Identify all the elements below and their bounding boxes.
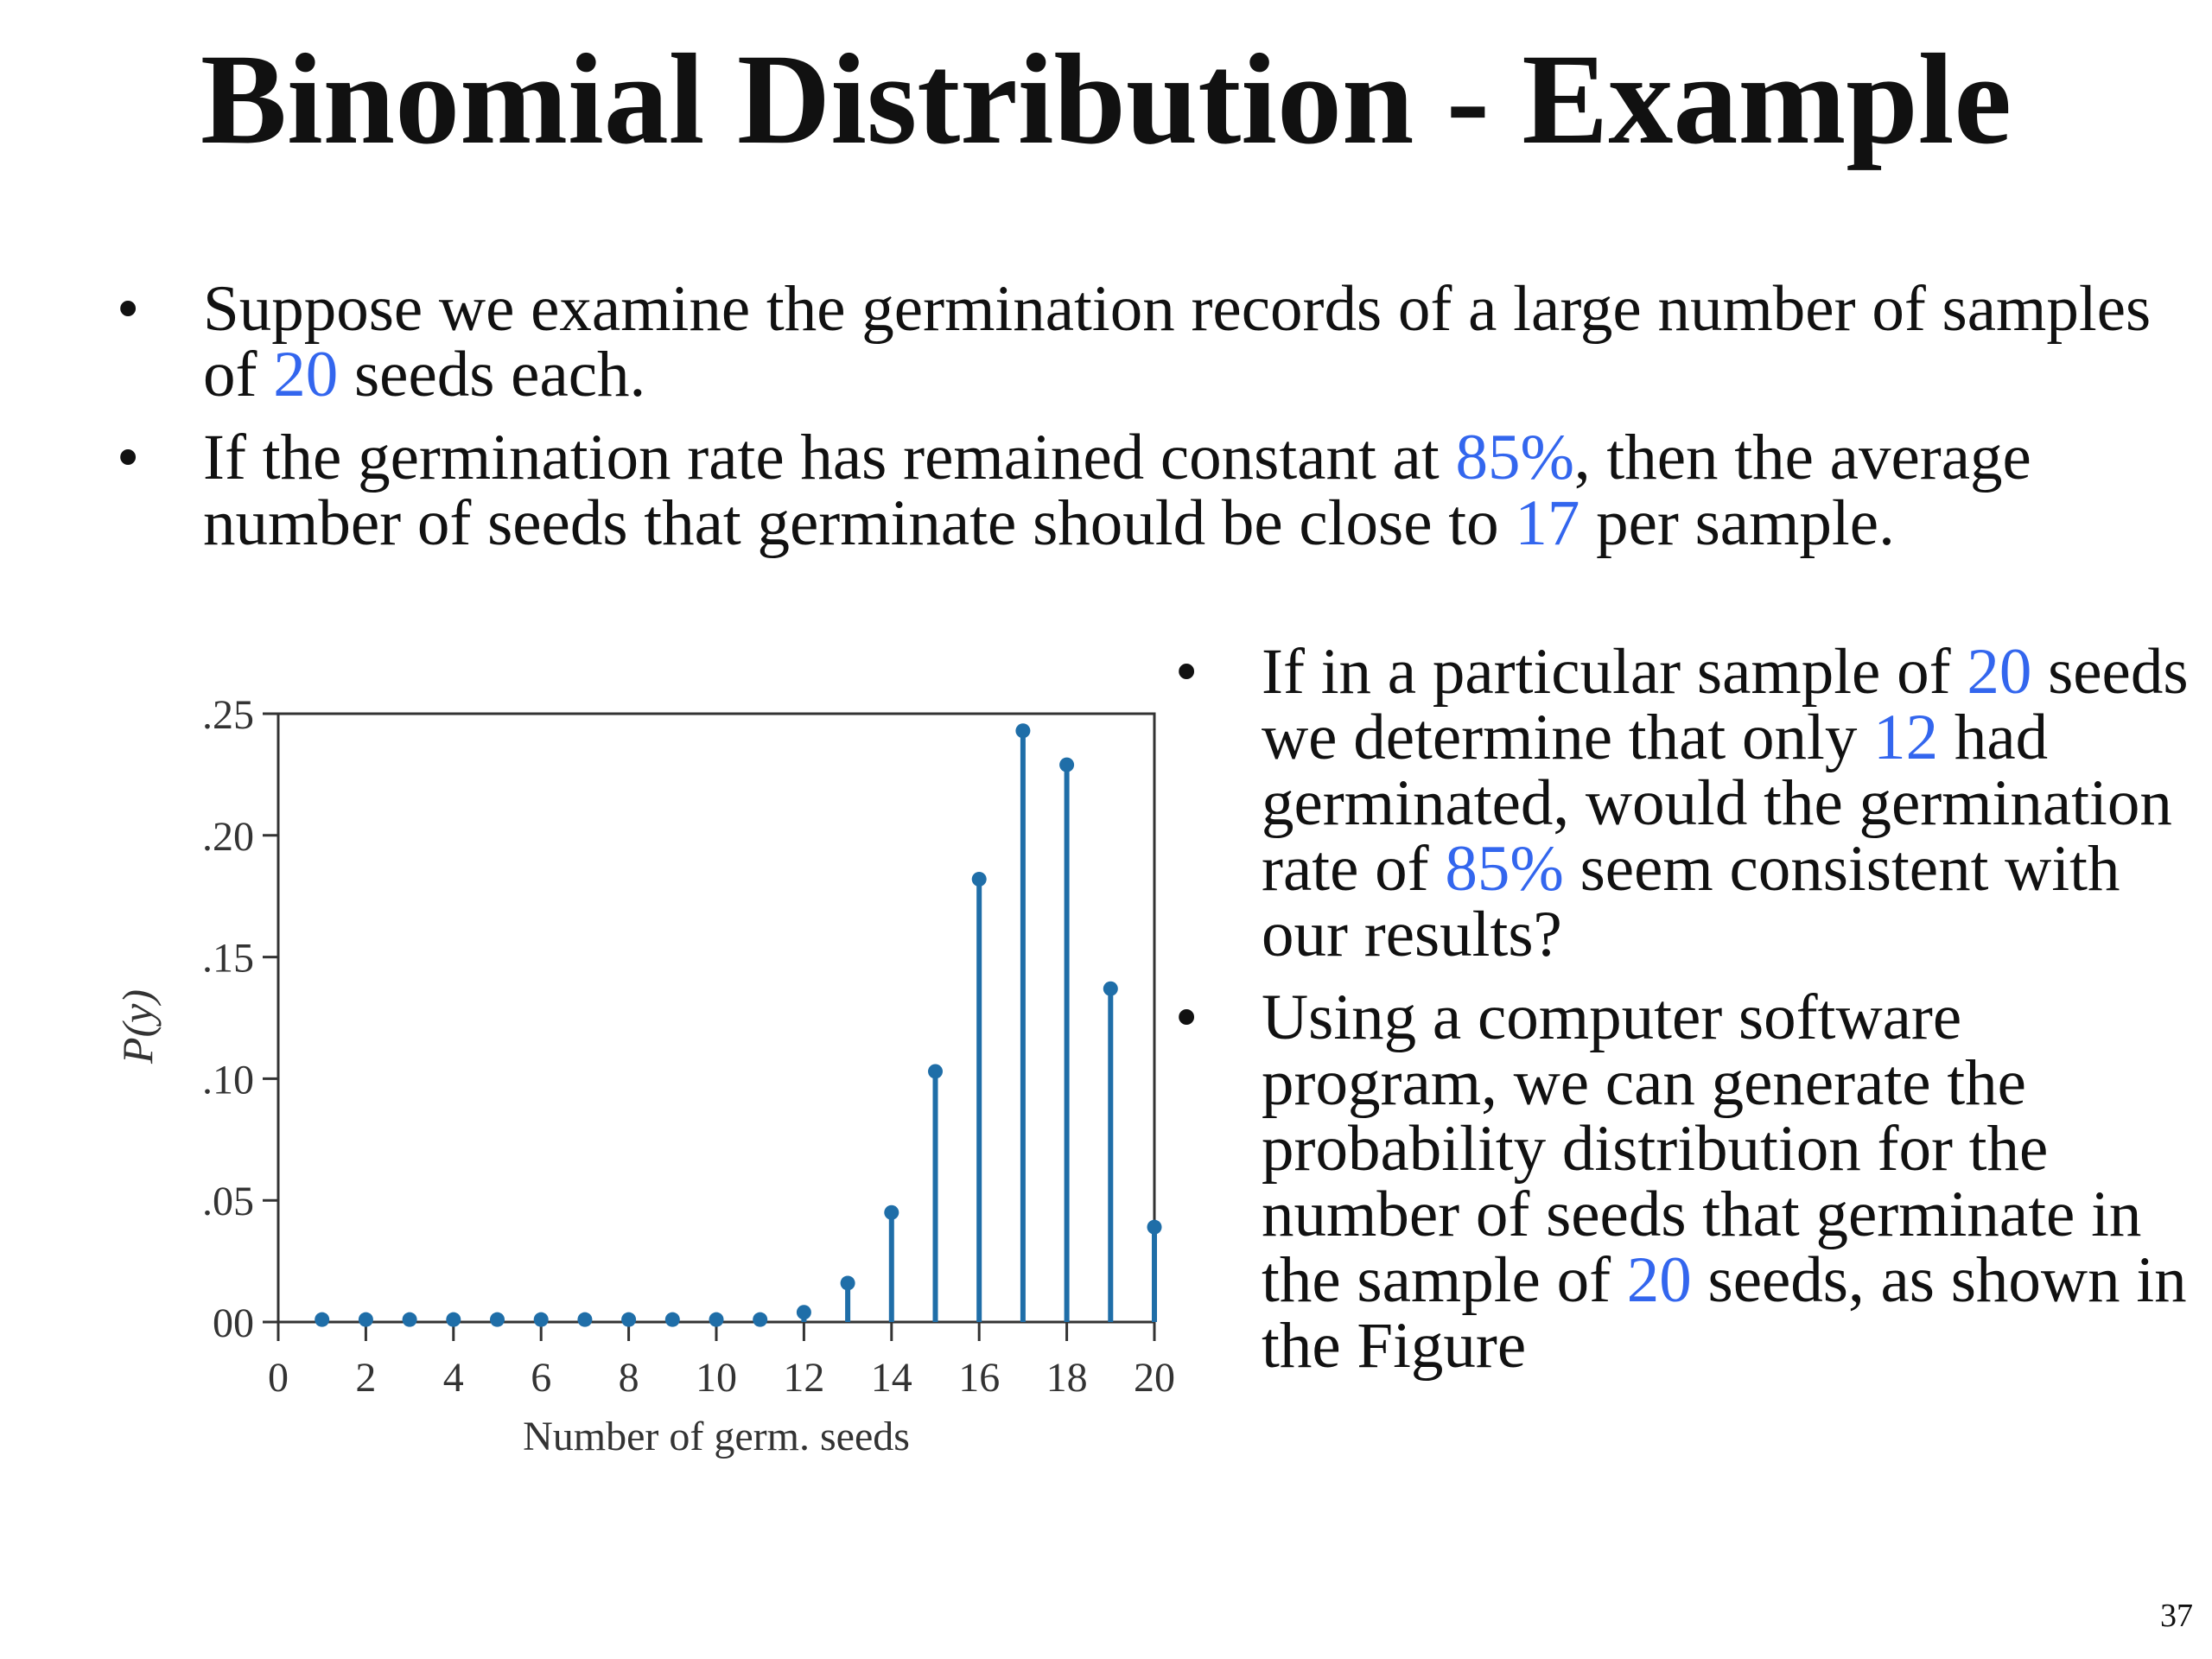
bullet-text: If the germination rate has remained constant at — [203, 422, 1456, 493]
slide-title: Binomial Distribution - Example — [200, 28, 2012, 171]
data-point — [884, 1205, 899, 1220]
bullet-text: Using a computer software program, we can generate the probability distribution for the number of seeds that germinate in the sample of — [1262, 982, 2142, 1316]
highlighted-value: 85% — [1455, 422, 1574, 493]
x-tick-label: 0 — [268, 1355, 289, 1401]
data-point — [315, 1313, 329, 1327]
data-point — [753, 1313, 767, 1327]
data-point — [1103, 982, 1118, 996]
page-number: 37 — [2160, 1598, 2193, 1634]
bullet-text: seeds each. — [338, 339, 646, 410]
data-point — [797, 1305, 811, 1319]
y-tick-label: .25 — [202, 692, 254, 738]
data-point — [841, 1275, 855, 1290]
data-point — [972, 872, 987, 887]
data-point — [359, 1313, 373, 1327]
x-tick-label: 10 — [696, 1355, 737, 1401]
x-tick-label: 6 — [531, 1355, 552, 1401]
x-tick-label: 14 — [870, 1355, 912, 1401]
y-tick-label: .20 — [202, 813, 254, 860]
bullet-text: Suppose we examine the germination records of a large number of samples of — [203, 273, 2152, 410]
data-point — [621, 1313, 636, 1327]
data-point — [1015, 723, 1030, 738]
data-point — [928, 1064, 943, 1078]
data-point — [709, 1313, 724, 1327]
data-point — [446, 1313, 461, 1327]
highlighted-value: 12 — [1873, 702, 1939, 773]
highlighted-value: 20 — [1967, 636, 2032, 708]
y-tick-label: 00 — [213, 1300, 254, 1346]
bullet-item — [1171, 636, 2208, 970]
bullet-text: If in a particular sample of — [1262, 636, 1967, 708]
data-point — [403, 1313, 417, 1327]
bullet-text: per sample. — [1580, 487, 1895, 559]
x-tick-label: 12 — [783, 1355, 825, 1401]
highlighted-value: 85% — [1445, 833, 1564, 905]
data-point — [665, 1313, 680, 1327]
x-tick-label: 18 — [1046, 1355, 1088, 1401]
bullet-item — [1171, 982, 2208, 1382]
bullet-text: seem consistent with our results? — [1262, 833, 2120, 970]
x-tick-label: 20 — [1134, 1355, 1175, 1401]
y-tick-label: .15 — [202, 935, 254, 982]
bullet-text: , then the average number of seeds that germinate should be close to — [203, 422, 2031, 559]
highlighted-value: 17 — [1515, 487, 1580, 559]
y-tick-label: .10 — [202, 1057, 254, 1103]
x-tick-label: 16 — [958, 1355, 1001, 1401]
data-point — [534, 1313, 549, 1327]
highlighted-value: 20 — [273, 339, 339, 410]
y-axis-label: P(y) — [113, 988, 162, 1065]
right-bullet-list — [1171, 636, 2208, 1396]
data-point — [1059, 758, 1074, 772]
data-point — [577, 1313, 592, 1327]
bullet-text: had germinated, would the germination rate of — [1262, 702, 2172, 905]
y-tick-label: .05 — [202, 1179, 254, 1225]
bullet-text: seeds, as shown in the Figure — [1262, 1244, 2187, 1382]
highlighted-value: 20 — [1626, 1244, 1692, 1316]
bullet-text: seeds we determine that only — [1262, 636, 2189, 773]
x-tick-label: 2 — [355, 1355, 377, 1401]
data-point — [1147, 1220, 1162, 1235]
binomial-stem-chart — [0, 0, 1175, 1486]
x-tick-label: 4 — [442, 1355, 464, 1401]
x-tick-label: 8 — [618, 1355, 639, 1401]
x-axis-label: Number of germ. seeds — [523, 1414, 910, 1459]
data-point — [490, 1313, 505, 1327]
